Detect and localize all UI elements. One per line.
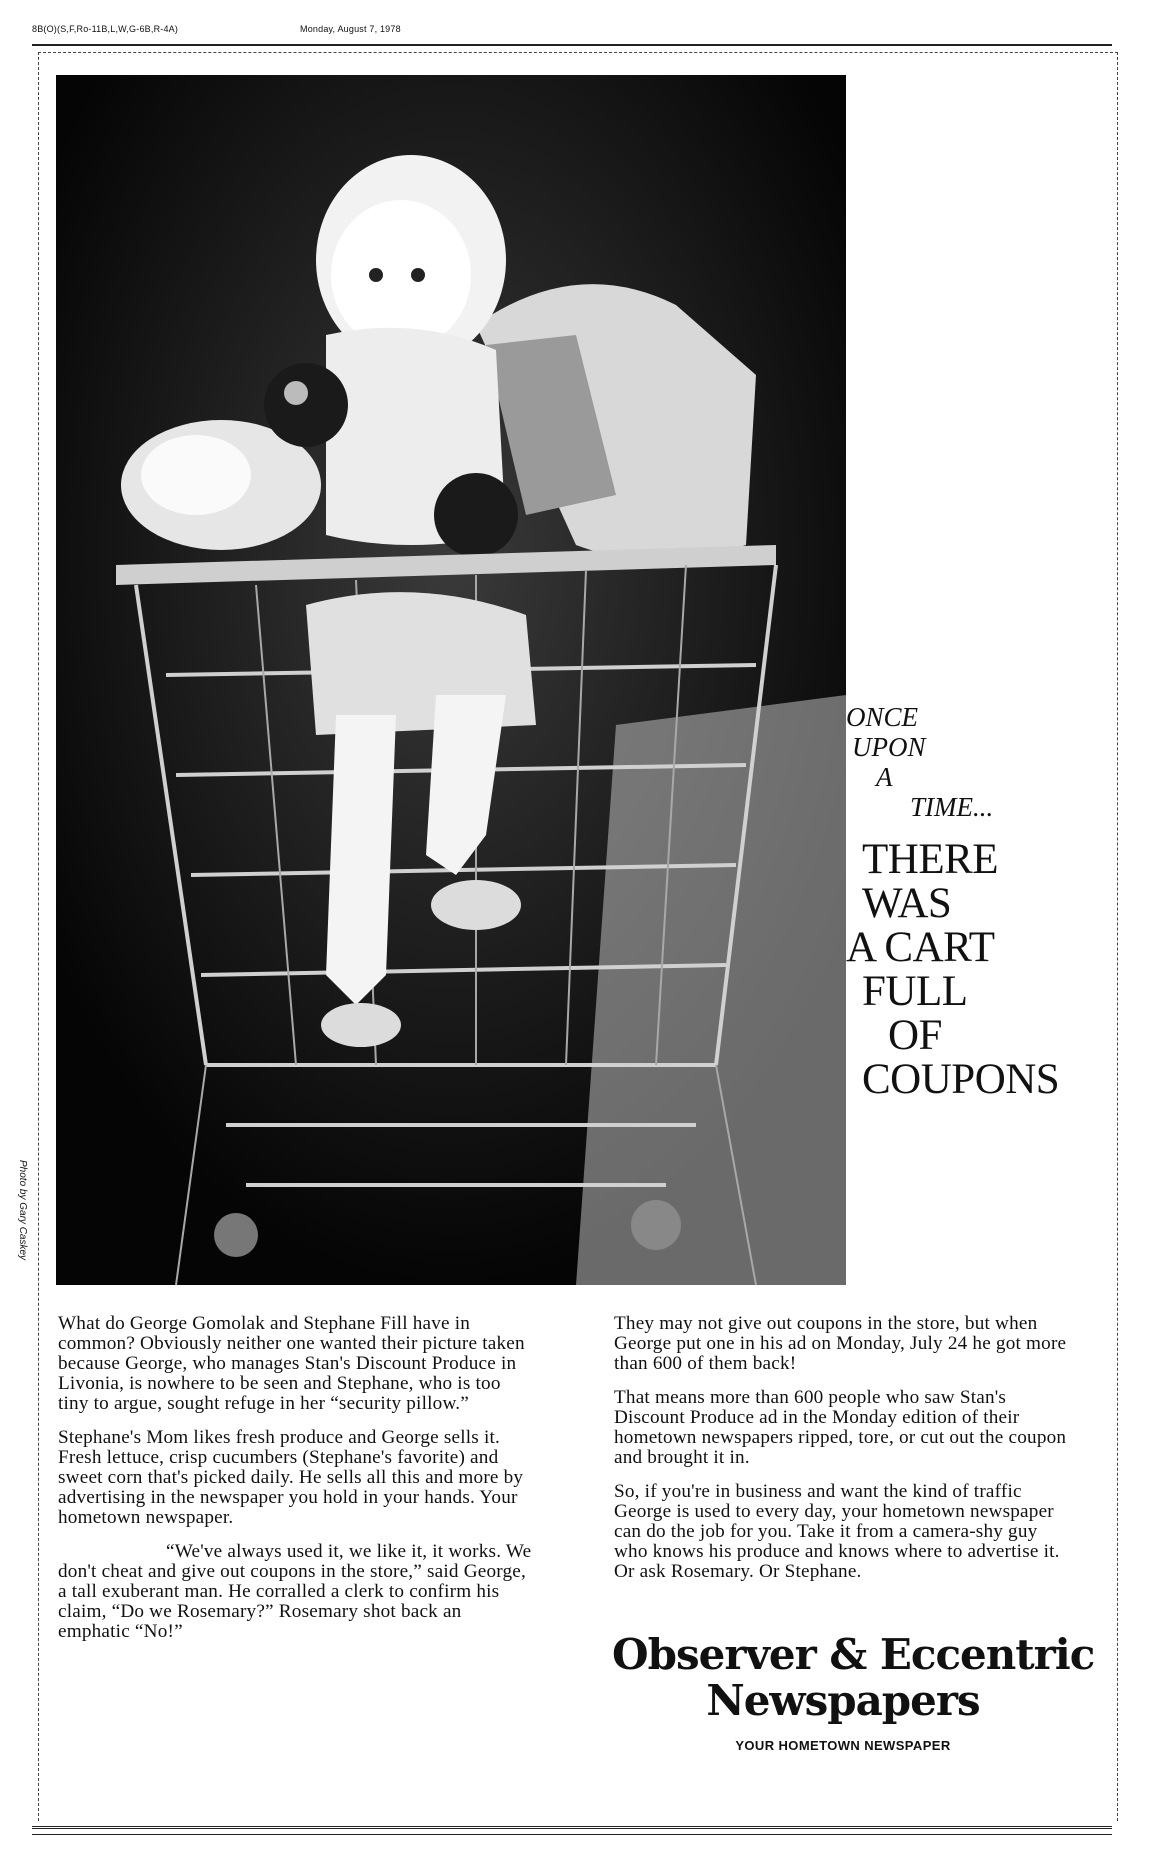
- body-paragraph: So, if you're in business and want the kind of traffic George is used to every day, your hometown newspaper can do the job for you. Take it from a camera-shy guy who knows his produce and knows where to advertise it. Or ask Rosemary. Or Stephane.: [614, 1481, 1060, 1582]
- headline-main-line: OF: [888, 1012, 942, 1059]
- headline: [846, 702, 1116, 1102]
- headline-once-line: TIME...: [910, 792, 994, 822]
- headline-main-line: WAS: [862, 880, 952, 927]
- photo-credit: Photo by Gary Caskey: [17, 1160, 28, 1261]
- body-column-left: [58, 1314, 533, 1656]
- logo-line-1: Observer & Eccentric: [612, 1630, 1095, 1679]
- logo-line-2: Newspapers: [706, 1676, 980, 1725]
- cart-full-of-coupons: [846, 838, 1116, 1102]
- body-paragraph: That means more than 600 people who saw Stan's Discount Produce ad in the Monday edition of their hometown newspapers ripped, tore, or cut out the coupon and brought it in.: [614, 1387, 1067, 1468]
- body-paragraph: What do George Gomolak and Stephane Fill have in common? Obviously neither one wanted their picture taken because George, who manages Stan's Discount Produce in Livonia, is nowhere to be seen and Stephane, who is too tiny to argue, sought refuge in her “security pillow.”: [58, 1313, 525, 1414]
- body-paragraph: Stephane's Mom likes fresh produce and George sells it. Fresh lettuce, crisp cucumbers (Stephane's favorite) and sweet corn that's picked daily. He sells all this and more by advertising in the newspaper you hold in your hands. Your hometown newspaper.: [58, 1427, 524, 1528]
- cart-photo-illustration: [56, 75, 846, 1285]
- bottom-rule-thin: [32, 1834, 1112, 1835]
- once-upon-a-time: [846, 702, 1116, 822]
- headline-main-line: FULL: [862, 968, 968, 1015]
- body-paragraph: They may not give out coupons in the store, but when George put one in his ad on Monday, July 24 he got more than 600 of them back!: [614, 1313, 1067, 1374]
- headline-main-line: THERE: [862, 836, 999, 883]
- shopping-cart-photo: [56, 75, 846, 1285]
- top-rule: [32, 44, 1112, 46]
- headline-once-line: ONCE: [846, 702, 919, 732]
- bottom-rule: [32, 1826, 1112, 1829]
- observer-eccentric-logo: [612, 1630, 1095, 1753]
- headline-once-line: A: [876, 762, 893, 792]
- page-header: [32, 24, 401, 34]
- body-paragraph: “We've always used it, we like it, it works. We don't cheat and give out coupons in the store,” said George, a tall exuberant man. He corralled a clerk to confirm his claim, “Do we Rosemary?” Rosemary shot back an emphatic “No!”: [58, 1541, 532, 1642]
- body-column-right: [614, 1314, 1076, 1596]
- edition-code: 8B(O)(S,F,Ro-11B,L,W,G-6B,R-4A): [32, 24, 179, 34]
- headline-once-line: UPON: [852, 732, 926, 762]
- headline-main-line: A CART: [846, 924, 995, 971]
- page-date: Monday, August 7, 1978: [300, 24, 401, 34]
- headline-main-line: COUPONS: [862, 1056, 1060, 1103]
- logo-tagline: YOUR HOMETOWN NEWSPAPER: [735, 1738, 951, 1753]
